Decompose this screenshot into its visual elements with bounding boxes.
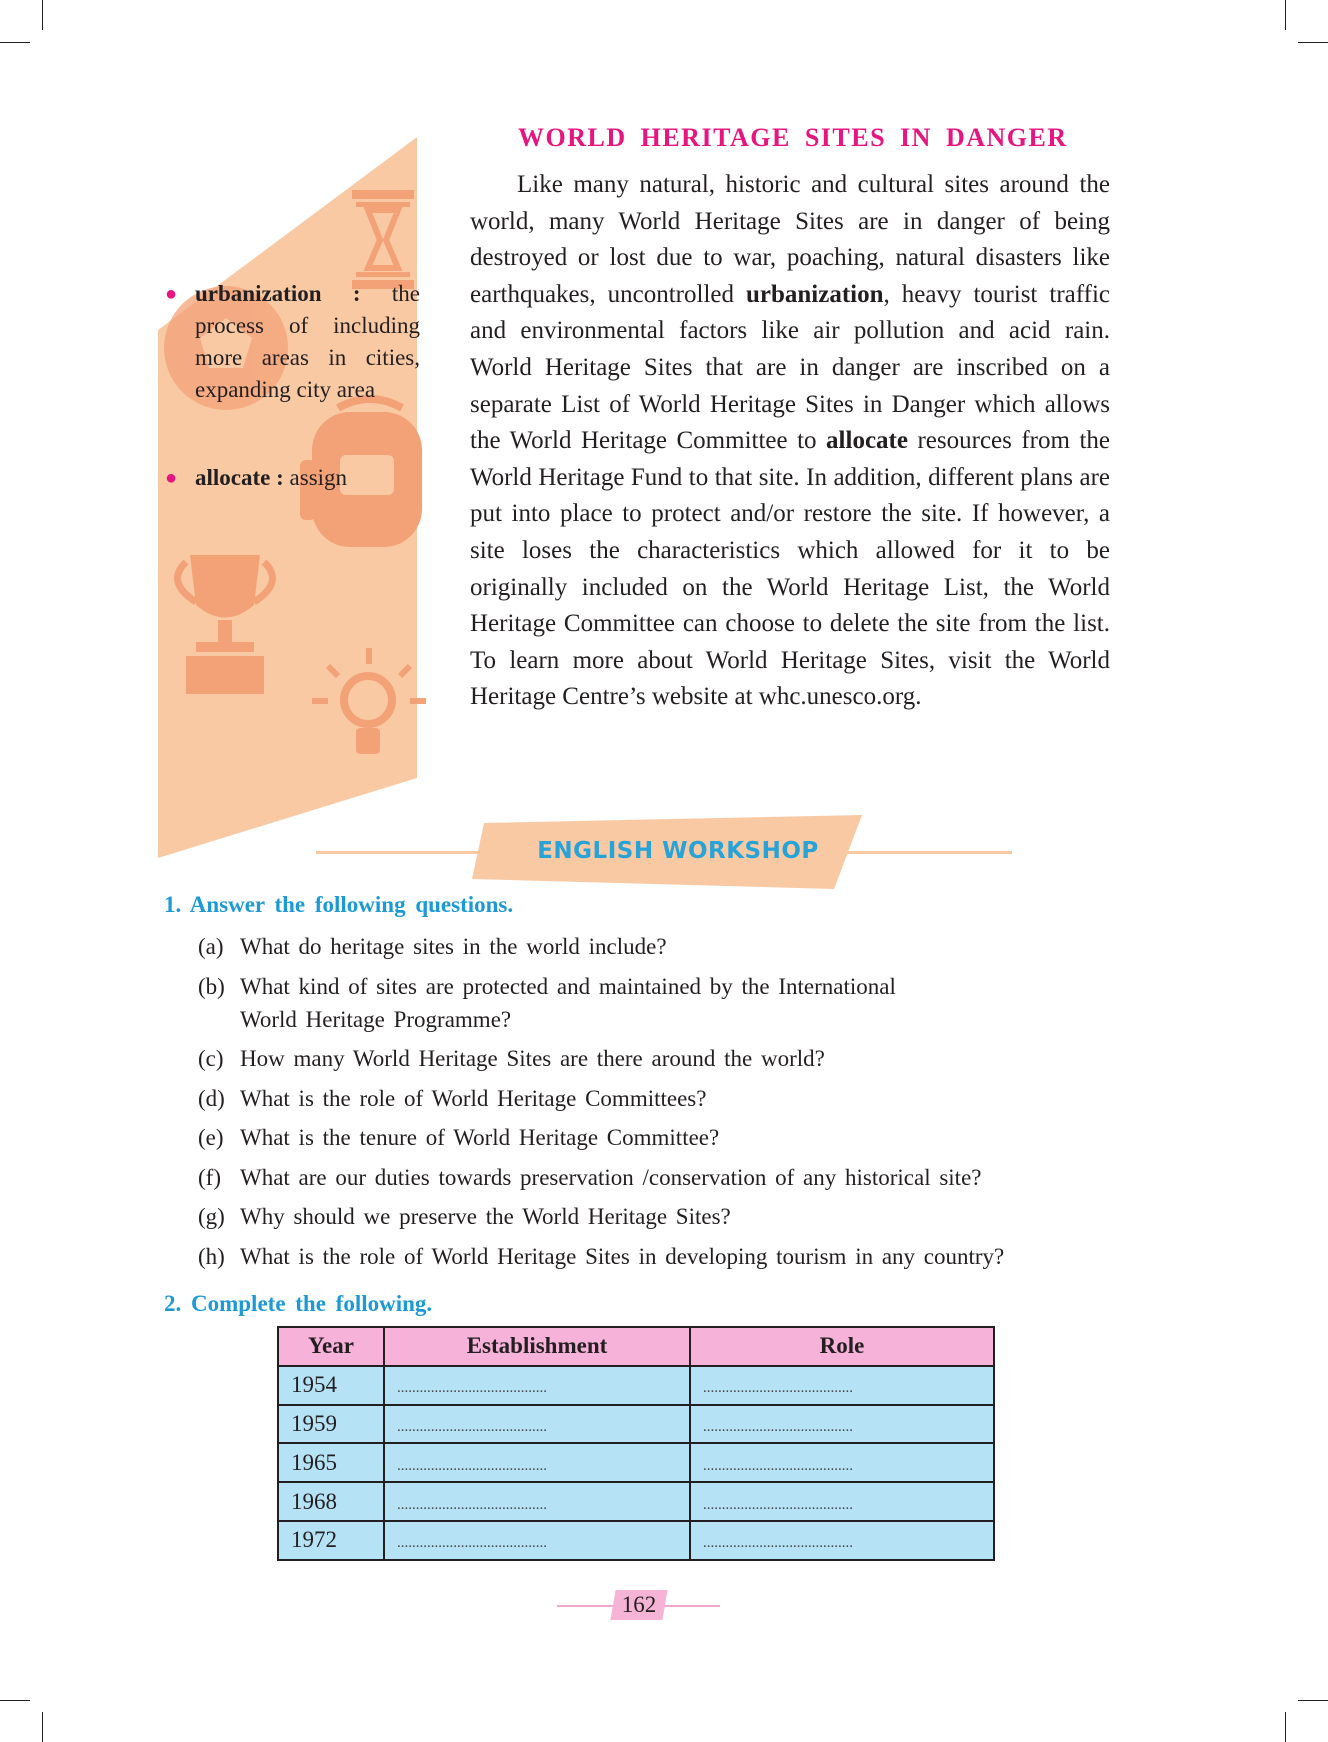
question-text: What do heritage sites in the world include? — [240, 934, 667, 959]
crop-mark — [42, 1712, 43, 1742]
blank-line: ........................................ — [397, 1418, 547, 1435]
table-row — [278, 1366, 994, 1405]
question-label: (h) — [198, 1243, 225, 1269]
bullet-icon: ● — [165, 283, 178, 305]
glossary-definition: the process of including more areas in cities, expanding city area — [195, 281, 420, 402]
question-label: (e) — [198, 1125, 224, 1150]
blank-line: ........................................ — [703, 1418, 853, 1435]
question-text: What kind of sites are protected and maintained by the International World Heritage Programme? — [240, 973, 896, 1032]
establishment-blank[interactable] — [384, 1405, 690, 1444]
bullet-icon: ● — [165, 467, 178, 489]
glossary-term: allocate — [195, 465, 271, 490]
role-blank[interactable] — [690, 1405, 994, 1444]
question-list — [198, 930, 1118, 1279]
role-blank[interactable] — [690, 1521, 994, 1560]
passage-text: Like many natural, historic and cultural sites around the world, many World Heritage Sites are in danger of being destroyed or lost due to war, poaching, natural disasters like earthquakes, uncontrolled — [470, 171, 1110, 308]
glossary-term: urbanization — [195, 281, 322, 306]
question-item — [198, 1240, 1118, 1273]
blank-line: ........................................ — [703, 1496, 853, 1513]
question-text: Why should we preserve the World Heritage Sites? — [240, 1204, 731, 1229]
question-text: What are our duties towards preservation /conservation of any historical site? — [240, 1164, 982, 1190]
passage-text: resources from the World Heritage Fund to that site. In addition, different plans are put into place to protect and/or restore the site. If however, a site loses the characteristics which allowed for it to be originally included on the World Heritage List, the World Heritage Committee can choose to delete the site from the list. To learn more about World Heritage Sites, visit the World Heritage Centre’s website at whc.unesco.org. — [470, 427, 1110, 711]
year-cell: 1972 — [278, 1521, 384, 1560]
passage-keyword: allocate — [826, 427, 908, 455]
blank-line: ........................................ — [397, 1380, 547, 1397]
table-header-row — [278, 1327, 994, 1366]
crop-mark — [1298, 42, 1328, 43]
completion-table — [277, 1326, 995, 1561]
establishment-blank[interactable] — [384, 1366, 690, 1405]
workshop-title: ENGLISH WORKSHOP — [537, 838, 819, 864]
blank-line: ........................................ — [703, 1380, 853, 1397]
crop-mark — [1285, 1712, 1286, 1742]
glossary-separator: : — [321, 281, 392, 306]
question-text: How many World Heritage Sites are there around the world? — [240, 1046, 825, 1071]
blank-line: ........................................ — [703, 1535, 853, 1552]
question-text: What is the role of World Heritage Committees? — [240, 1085, 707, 1111]
year-cell: 1954 — [278, 1366, 384, 1405]
question-item — [198, 970, 1118, 1036]
crop-mark — [0, 1700, 30, 1701]
passage-text: , heavy tourist traffic and environmental factors like air pollution and acid rain. World Heritage Sites that are in danger are inscribed on a separate List of World Heritage Sites in Danger which allows the World Heritage Committee to — [470, 280, 1110, 455]
question-item — [198, 1161, 1118, 1194]
column-header-year: Year — [278, 1327, 384, 1366]
page-number: 162 — [621, 1592, 657, 1617]
question-item — [198, 930, 1118, 963]
exercise-2-title: 2. Complete the following. — [164, 1291, 433, 1316]
table-row — [278, 1443, 994, 1482]
establishment-blank[interactable] — [384, 1521, 690, 1560]
year-cell: 1968 — [278, 1482, 384, 1521]
column-header-establishment: Establishment — [384, 1327, 690, 1366]
glossary-separator: : — [270, 465, 290, 490]
glossary-item-allocate — [160, 462, 420, 494]
crop-mark — [1285, 0, 1286, 30]
question-label: (c) — [198, 1046, 224, 1071]
glossary-text — [195, 278, 420, 406]
establishment-blank[interactable] — [384, 1482, 690, 1521]
question-label: (a) — [198, 934, 224, 959]
glossary-text — [195, 462, 420, 494]
question-item — [198, 1042, 1118, 1075]
section-passage — [470, 167, 1110, 716]
blank-line: ........................................ — [397, 1535, 547, 1552]
sidebar-decoration — [0, 0, 430, 870]
glossary-definition: assign — [289, 465, 348, 490]
exercise-1-title: 1. Answer the following questions. — [164, 892, 514, 917]
question-label: (f) — [198, 1164, 221, 1190]
role-blank[interactable] — [690, 1443, 994, 1482]
question-label: (g) — [198, 1204, 225, 1229]
table-row — [278, 1482, 994, 1521]
role-blank[interactable] — [690, 1482, 994, 1521]
question-item — [198, 1082, 1118, 1115]
question-text: What is the tenure of World Heritage Committee? — [240, 1125, 720, 1150]
question-label: (b) — [198, 973, 225, 999]
blank-line: ........................................ — [397, 1457, 547, 1474]
blank-line: ........................................ — [397, 1496, 547, 1513]
question-label: (d) — [198, 1085, 225, 1111]
blank-line: ........................................ — [703, 1457, 853, 1474]
table-row — [278, 1405, 994, 1444]
year-cell: 1959 — [278, 1405, 384, 1444]
crop-mark — [1298, 1700, 1328, 1701]
establishment-blank[interactable] — [384, 1443, 690, 1482]
passage-keyword: urbanization — [746, 280, 884, 308]
question-item — [198, 1121, 1118, 1154]
question-item — [198, 1200, 1118, 1233]
role-blank[interactable] — [690, 1366, 994, 1405]
table-row — [278, 1521, 994, 1560]
year-cell: 1965 — [278, 1443, 384, 1482]
column-header-role: Role — [690, 1327, 994, 1366]
section-title: WORLD HERITAGE SITES IN DANGER — [518, 123, 1068, 152]
glossary-item-urbanization — [160, 278, 420, 406]
question-text: What is the role of World Heritage Sites in developing tourism in any country? — [240, 1243, 1005, 1269]
